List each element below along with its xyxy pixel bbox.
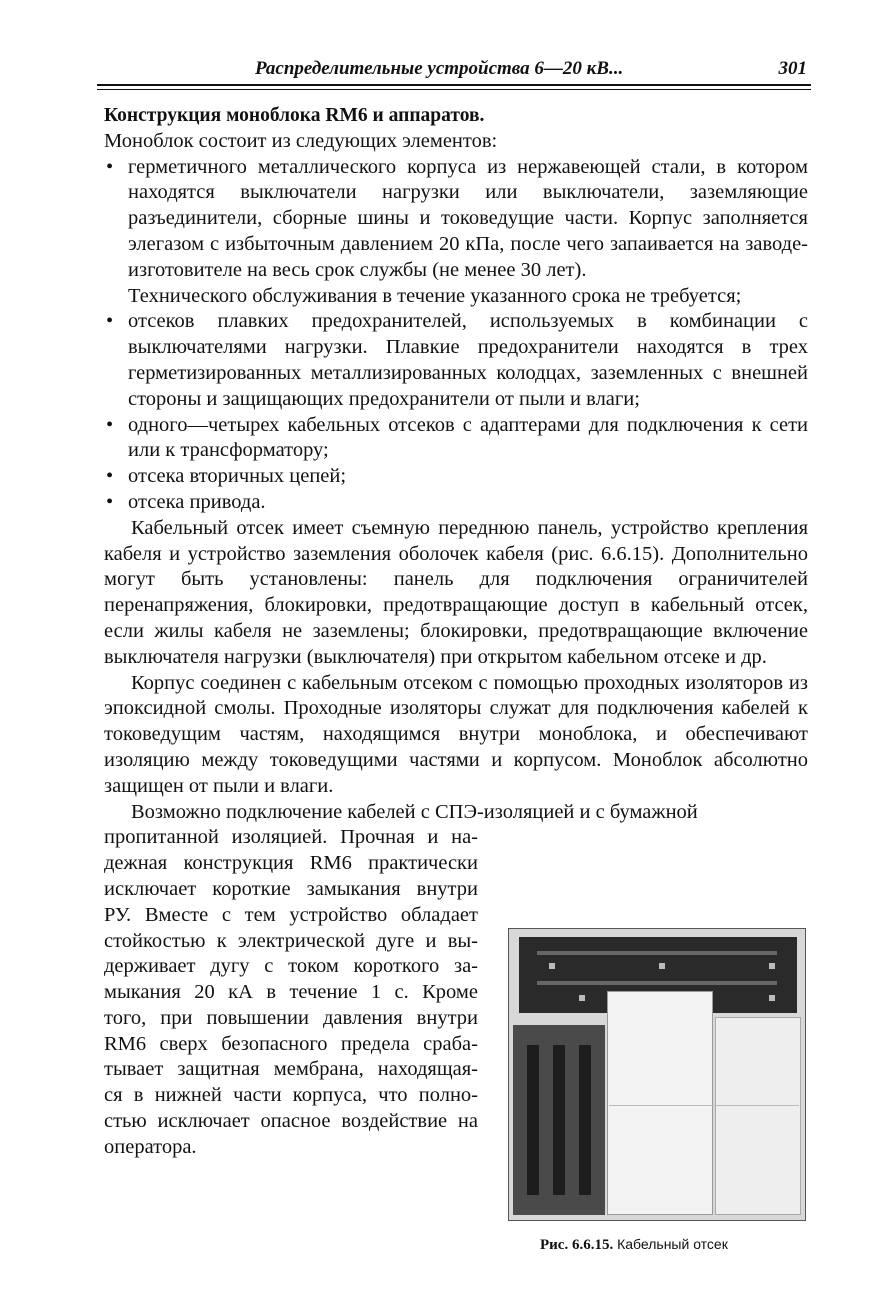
figure-caption	[540, 1236, 728, 1254]
list-item: • одного—четырех кабельных отсеков с адаптерами для подключения к сети или к трансформатору;	[104, 413, 808, 465]
paragraph-wrapped-text	[104, 825, 478, 1160]
list-item: • герметичного металлического корпуса из нержавеющей стали, в котором находятся выключатели нагрузки или выключатели, заземляющие разъединители, сборные шины и токоведущие части. Корпус заполняется элегазом с избыточным давлением 20 кПа, после чего запаивается на заводе-изготовителе на весь срок службы (не менее 30 лет).	[104, 155, 808, 284]
cable	[553, 1045, 565, 1195]
cable	[579, 1045, 591, 1195]
indicator	[579, 995, 585, 1001]
cable-compartment-photo	[508, 928, 806, 1221]
paragraph-wrap-start: Возможно подключение кабелей с СПЭ-изоляцией и с бумажной	[131, 800, 698, 823]
text-line: стойкостью к электрической дуге и вы-	[104, 929, 478, 952]
text-line: стью исключает опасное воздействие на	[104, 1110, 478, 1133]
text-line: оператора.	[104, 1135, 197, 1158]
element-list	[104, 155, 808, 284]
indicator	[769, 995, 775, 1001]
list-item: • отсека привода.	[104, 490, 808, 516]
text-line: дежная конструкция RM6 практически	[104, 852, 478, 875]
page-number: 301	[778, 58, 807, 79]
open-compartment	[513, 1025, 605, 1215]
text-line: держивает дугу с током короткого за-	[104, 955, 478, 978]
text-line: ся в нижней части корпуса, что полно-	[104, 1084, 478, 1107]
text-line: мыкания 20 кА в течение 1 с. Кроме	[104, 981, 478, 1004]
text-line: РУ. Вместе с тем устройство обладает	[104, 903, 478, 926]
panel-strip	[537, 951, 777, 955]
section-heading: Конструкция моноблока RM6 и аппаратов.	[104, 105, 485, 126]
text-line: того, при повышении давления внутри	[104, 1006, 478, 1029]
indicator	[769, 963, 775, 969]
panel-seam	[609, 1105, 799, 1106]
text-line: пропитанной изоляцией. Прочная и на-	[104, 826, 478, 849]
front-panel	[715, 1017, 801, 1215]
list-item-continuation: Технического обслуживания в течение указанного срока не требуется;	[128, 284, 742, 307]
intro-line: Моноблок состоит из следующих элементов:	[104, 129, 498, 152]
header-rule-thin	[97, 89, 811, 90]
figure-caption-text: Кабельный отсек	[617, 1236, 728, 1252]
text-line: тывает защитная мембрана, находящая-	[104, 1058, 478, 1081]
figure-label: Рис. 6.6.15.	[540, 1237, 614, 1253]
list-item: • отсеков плавких предохранителей, используемых в комбинации с выключателями нагрузки. Плавкие предохранители находятся в трех герметизированных металлизированных колодцах, заземленных с внешней стороны и защищающих предохранители от пыли и влаги;	[104, 309, 808, 412]
paragraph: Кабельный отсек имеет съемную переднюю панель, устройство крепления кабеля и устройство заземления оболочек кабеля (рис. 6.6.15). Дополнительно могут быть установлены: панель для подключения ограничителей перенапряжения, блокировки, предотвращающие доступ в кабельный отсек, если жилы кабеля не заземлены; блокировки, предотвращающие включение выключателя нагрузки (выключателя) при открытом кабельном отсеке и др.	[104, 516, 808, 668]
running-header	[97, 58, 811, 82]
header-rule-thick	[97, 84, 811, 86]
header-title: Распределительные устройства 6—20 кВ...	[255, 58, 624, 79]
indicator	[659, 963, 665, 969]
panel-strip	[537, 981, 777, 985]
indicator	[549, 963, 555, 969]
list-item: • отсека вторичных цепей;	[104, 464, 808, 490]
cable	[527, 1045, 539, 1195]
front-panel	[607, 991, 713, 1215]
paragraph: Корпус соединен с кабельным отсеком с помощью проходных изоляторов из эпоксидной смолы. Проходные изоляторы служат для подключения кабелей к токоведущим частям, находящимся внутри моноблока, и обеспечивают изоляцию между токоведущими частями и корпусом. Моноблок абсолютно защищен от пыли и влаги.	[104, 671, 808, 797]
text-line: RM6 сверх безопасного предела сраба-	[104, 1032, 478, 1055]
text-line: исключает короткие замыкания внутри	[104, 877, 478, 900]
element-list-rest	[104, 309, 808, 515]
